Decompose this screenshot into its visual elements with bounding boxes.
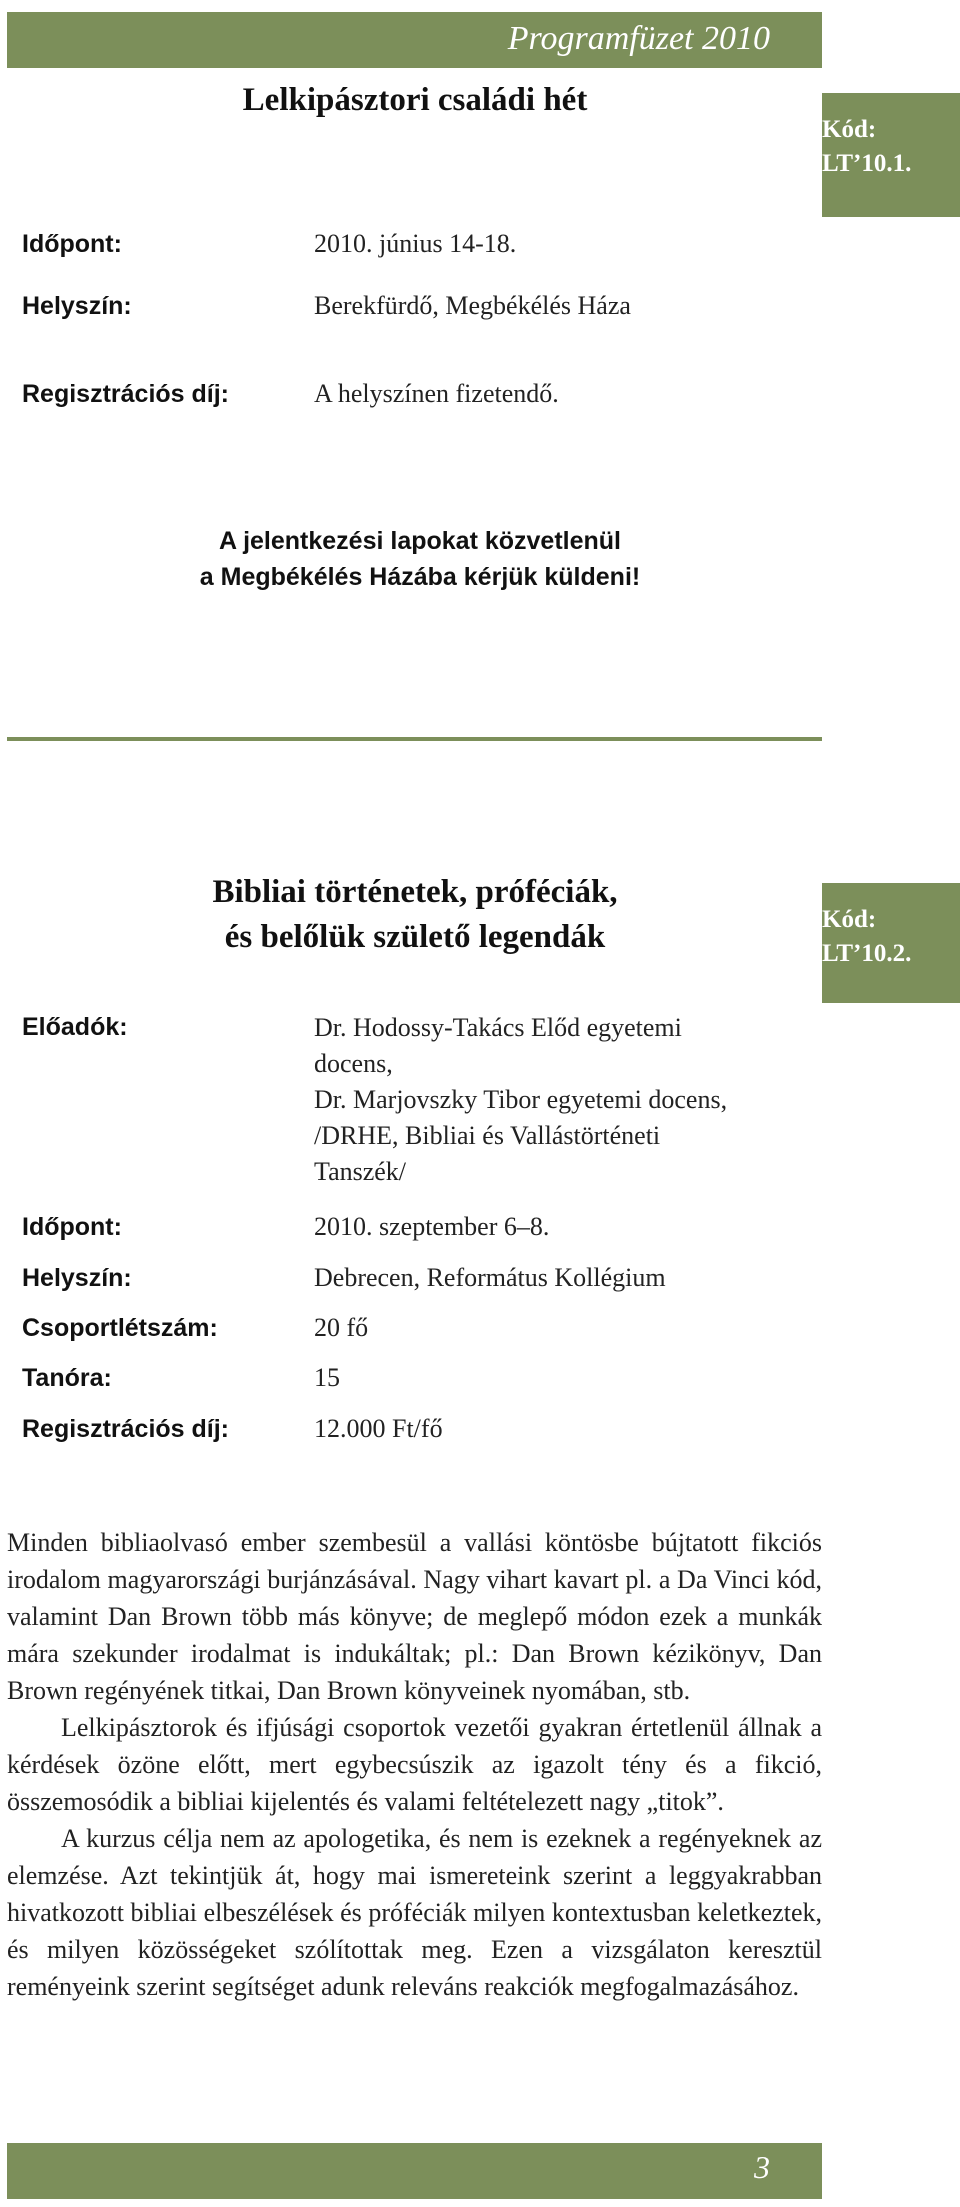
event1-fee-value: A helyszínen fizetendő.	[314, 379, 559, 408]
event2-lecturers	[314, 1010, 834, 1190]
event1-location-label: Helyszín:	[22, 292, 132, 320]
event2-fee-value: 12.000 Ft/fő	[314, 1414, 443, 1443]
event2-lessons-value: 15	[314, 1363, 340, 1392]
event2-location-label: Helyszín:	[22, 1264, 132, 1292]
event2-lessons-label: Tanóra:	[22, 1364, 112, 1392]
event1-title: Lelkipásztori családi hét	[242, 82, 588, 118]
event2-date-value: 2010. szeptember 6–8.	[314, 1212, 550, 1241]
event2-title	[150, 870, 680, 960]
event1-date-value: 2010. június 14-18.	[314, 229, 517, 258]
description-paragraph: Lelkipásztorok és ifjúsági csoportok vezetői gyakran értetlenül állnak a kérdések özöne előtt, mert egybecsúszik az igazolt tény és a fikció, összemosódik a bibliai kijelentés és valami feltételezett nagy „titok”.	[7, 1713, 822, 1816]
event1-fee-label: Regisztrációs díj:	[22, 380, 229, 408]
event1-code-label: Kód:	[822, 116, 877, 143]
event1-notice	[100, 523, 740, 595]
lecturer-line: Dr. Marjovszky Tibor egyetemi docens,	[314, 1085, 728, 1114]
event1-date-label: Időpont:	[22, 230, 122, 258]
event1-notice-line: A jelentkezési lapokat közvetlenül	[219, 527, 621, 555]
event2-description	[7, 1524, 822, 2005]
event1-code-box	[822, 93, 960, 217]
event2-code-label: Kód:	[822, 906, 877, 933]
footer-bar	[7, 2143, 822, 2199]
event2-date-label: Időpont:	[22, 1213, 122, 1241]
section-divider	[7, 737, 822, 741]
page-number: 3	[754, 2149, 770, 2185]
lecturer-line: Dr. Hodossy-Takács Előd egyetemi	[314, 1013, 682, 1042]
lecturer-line: /DRHE, Bibliai és Vallástörténeti	[314, 1121, 661, 1150]
event2-title-line: és belőlük születő legendák	[224, 919, 606, 955]
event2-lecturers-label: Előadók:	[22, 1013, 128, 1041]
description-paragraph: A kurzus célja nem az apologetika, és nem is ezeknek a regényeknek az elemzése. Azt tekintjük át, hogy mai ismereteink szerint a leggyakrabban hivatkozott bibliai elbeszélések és próféciák milyen kontextusban keletkeztek, és milyen közösségeket szólítottak meg. Ezen a vizsgálaton keresztül reményeink szerint segítséget adunk releváns reakciók megfogalmazásához.	[7, 1824, 822, 2001]
header-bar	[7, 12, 822, 68]
description-paragraph: Minden bibliaolvasó ember szembesül a vallási köntösbe bújtatott fikciós irodalom magyarországi burjánzásával. Nagy vihart kavart pl. a Da Vinci kód, valamint Dan Brown több más könyve; de meglepő módon ezek a munkák mára szekunder irodalmat is indukáltak; pl.: Dan Brown kézikönyv, Dan Brown regényének titkai, Dan Brown könyveinek nyomában, stb.	[7, 1528, 822, 1705]
header-title: Programfüzet 2010	[507, 20, 770, 57]
event1-notice-line: a Megbékélés Házába kérjük küldeni!	[199, 563, 641, 591]
lecturer-line: docens,	[314, 1049, 393, 1078]
event2-code-box	[822, 883, 960, 1003]
event2-location-value: Debrecen, Református Kollégium	[314, 1263, 666, 1292]
event2-fee-label: Regisztrációs díj:	[22, 1415, 229, 1443]
event1-location-value: Berekfürdő, Megbékélés Háza	[314, 291, 631, 320]
event2-title-line: Bibliai történetek, próféciák,	[212, 874, 618, 910]
lecturer-line: Tanszék/	[314, 1157, 407, 1186]
event1-code: LT’10.1.	[822, 150, 912, 177]
event2-code: LT’10.2.	[822, 940, 912, 967]
event2-group-size-label: Csoportlétszám:	[22, 1314, 218, 1342]
event2-group-size-value: 20 fő	[314, 1313, 369, 1342]
